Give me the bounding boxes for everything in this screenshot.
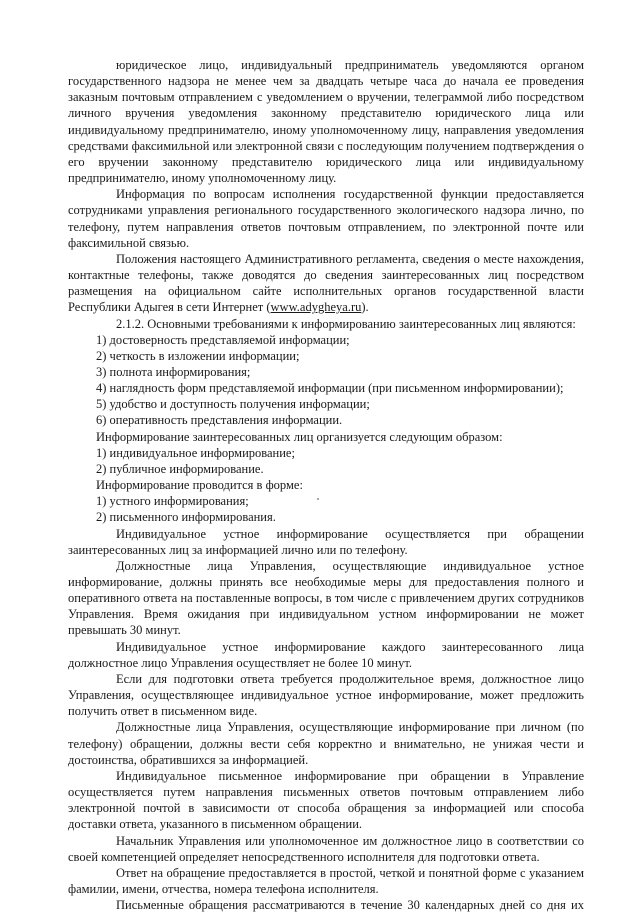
paragraph-inspection-notice: юридическое лицо, индивидуальный предприниматель уведомляются органом государственного надзора не менее чем за двадцать четыре часа до начала ее проведения заказным почтовым отправлением с уведомлением о вручении, телеграммой либо посредством личного вручения уведомления законному представителю юридического лица или индивидуальному предпринимателю, иному уполномоченному лицу, направления уведомления средствами факсимильной или электронной связи с последующим получением подтверждения о его вручении законному представителю юридического лица или индивидуальному предпринимателю, иному уполномоченному лицу. (68, 58, 584, 186)
paragraph-form-intro: Информирование проводится в форме: (96, 478, 303, 493)
paragraph-officials-duties: Должностные лица Управления, осуществляющие индивидуальное устное информирование, должны принять все необходимые меры для предоставления полного и оперативного ответа на поставленные вопросы, в том числе с привлечением других сотрудников Управления. Время ожидания при индивидуальном устном информировании не может превышать 30 минут. (68, 558, 584, 638)
scan-dot (317, 498, 319, 500)
paragraph-organization-intro: Информирование заинтересованных лиц организуется следующим образом: (96, 429, 503, 444)
paragraph-written-offer: Если для подготовки ответа требуется продолжительное время, должностное лицо Управления, осуществляющее индивидуальное устное информирование, может предложить получить ответ в письменном виде. (68, 671, 584, 719)
list-item-oral: 1) устного информирования; (96, 494, 249, 509)
paragraph-requirements-heading: 2.1.2. Основными требованиями к информированию заинтересованных лиц являются: (116, 316, 576, 331)
list-item-public: 2) публичное информирование. (96, 461, 264, 476)
list-item-promptness: 6) оперативность представления информации. (96, 413, 343, 428)
list-item-accessibility: 5) удобство и доступность получения информации; (96, 397, 370, 412)
list-item-clarity: 2) четкость в изложении информации; (96, 348, 300, 363)
document-body (68, 57, 584, 913)
list-item-written: 2) письменного информирования. (96, 510, 276, 525)
paragraph-time-limit: Индивидуальное устное информирование каждого заинтересованного лица должностное лицо Управления осуществляет не более 10 минут. (68, 639, 584, 670)
paragraph-answer-form: Ответ на обращение предоставляется в простой, четкой и понятной форме с указанием фамилии, имени, отчества, номера телефона исполнителя. (68, 865, 584, 896)
list-item-reliability: 1) достоверность представляемой информации; (96, 332, 350, 347)
paragraph-written-individual: Индивидуальное письменное информирование при обращении в Управление осуществляется путем направления письменных ответов почтовым отправлением либо электронной почтой в зависимости от способа обращения за информацией или способа доставки ответа, указанного в письменном обращении. (68, 768, 584, 832)
paragraph-conduct: Должностные лица Управления, осуществляющие информирование при личном (по телефону) обращении, должны вести себя корректно и внимательно, не унижая чести и достоинства, обратившихся за информацией. (68, 720, 584, 767)
list-item-visual-forms: 4) наглядность форм представляемой информации (при письменном информировании); (96, 381, 564, 396)
paragraph-executor: Начальник Управления или уполномоченное им должностное лицо в соответствии со своей компетенцией определяет непосредственного исполнителя для подготовки ответа. (68, 833, 584, 864)
list-item-completeness: 3) полнота информирования; (96, 364, 251, 379)
paragraph-website-info: Положения настоящего Административного регламента, сведения о месте нахождения, контактные телефоны, также доводятся до сведения заинтересованных лиц посредством размещения на официальном сайте исполнительных органов государственной власти Республики Адыгея в сети Интернет (www.adygheya.ru). (68, 251, 584, 315)
paragraph-review-period: Письменные обращения рассматриваются в течение 30 календарных дней со дня их (116, 898, 584, 913)
paragraph-information-channels: Информация по вопросам исполнения государственной функции предоставляется сотрудниками управления регионального государственного экологического надзора лично, по телефону, путем направления ответов почтовым отправлением, по электронной почте или факсимильной связью. (68, 187, 584, 250)
paragraph-oral-individual: Индивидуальное устное информирование осуществляется при обращении заинтересованных лиц за информацией лично или по телефону. (68, 526, 584, 557)
website-link[interactable]: www.adygheya.ru (270, 300, 362, 315)
list-item-individual: 1) индивидуальное информирование; (96, 445, 295, 460)
